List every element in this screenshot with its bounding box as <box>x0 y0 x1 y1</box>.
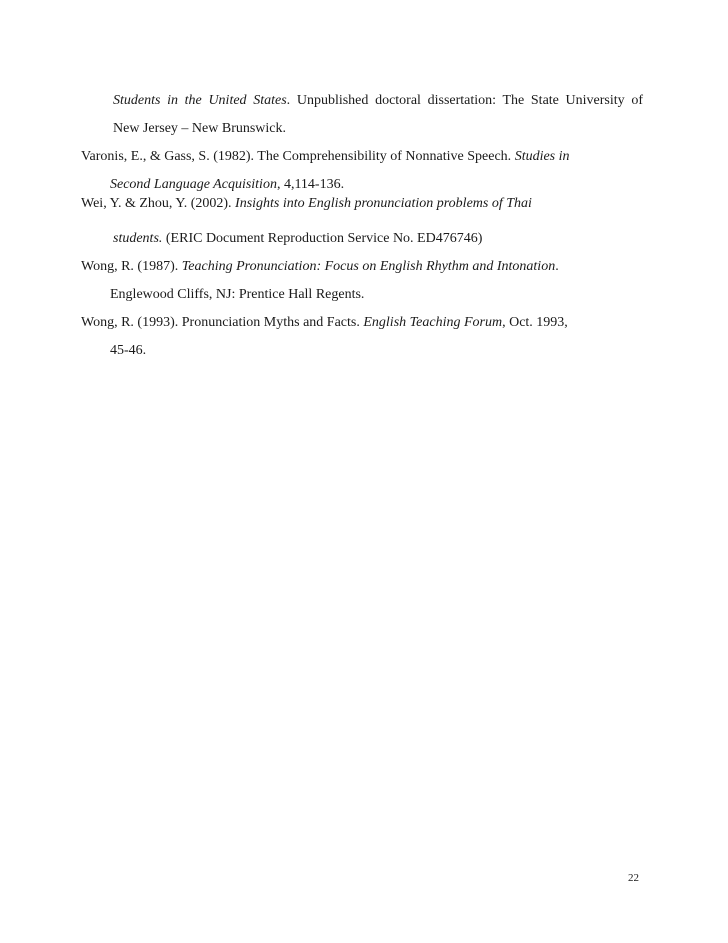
reference-2-line-2 <box>110 176 344 194</box>
reference-3-line-2 <box>113 230 482 248</box>
reference-3-title-start: Insights into English pronunciation problems of Thai <box>235 196 532 211</box>
reference-2-journal-end: Second Language Acquisition <box>110 177 277 192</box>
reference-4-line-1 <box>81 258 559 276</box>
reference-5-pages: 45-46. <box>110 343 147 358</box>
reference-1-publisher: . Unpublished doctoral dissertation: The State University of <box>286 93 643 108</box>
reference-1-location: New Jersey – New Brunswick. <box>113 121 287 136</box>
reference-4-authors: Wong, R. (1987). <box>81 259 182 274</box>
reference-1-line-2 <box>113 120 286 138</box>
reference-3-line-1 <box>81 195 532 213</box>
reference-3-title-end: students. <box>113 231 163 246</box>
reference-5-authors-title: Wong, R. (1993). Pronunciation Myths and Facts. <box>81 315 364 330</box>
page-number: 22 <box>628 872 639 884</box>
reference-3-authors: Wei, Y. & Zhou, Y. (2002). <box>81 196 236 211</box>
reference-2-line-1 <box>81 148 570 166</box>
reference-2-volume-pages: , 4,114-136. <box>276 177 345 192</box>
reference-5-line-2 <box>110 342 146 360</box>
reference-1-line-1 <box>113 92 643 110</box>
reference-2-authors-title: Varonis, E., & Gass, S. (1982). The Comprehensibility of Nonnative Speech. <box>81 149 515 164</box>
reference-4-title: Teaching Pronunciation: Focus on English Rhythm and Intonation <box>181 259 556 274</box>
reference-2-journal-start: Studies in <box>514 149 570 164</box>
reference-1-title: Students in the United States <box>113 93 287 108</box>
reference-4-publisher: Englewood Cliffs, NJ: Prentice Hall Regents. <box>110 287 365 302</box>
reference-4-line-2 <box>110 286 364 304</box>
reference-4-period: . <box>555 259 559 274</box>
reference-5-journal: English Teaching Forum <box>363 315 503 330</box>
reference-5-line-1 <box>81 314 568 332</box>
reference-3-source: (ERIC Document Reproduction Service No. ED476746) <box>162 231 483 246</box>
reference-5-date: , Oct. 1993, <box>502 315 568 330</box>
